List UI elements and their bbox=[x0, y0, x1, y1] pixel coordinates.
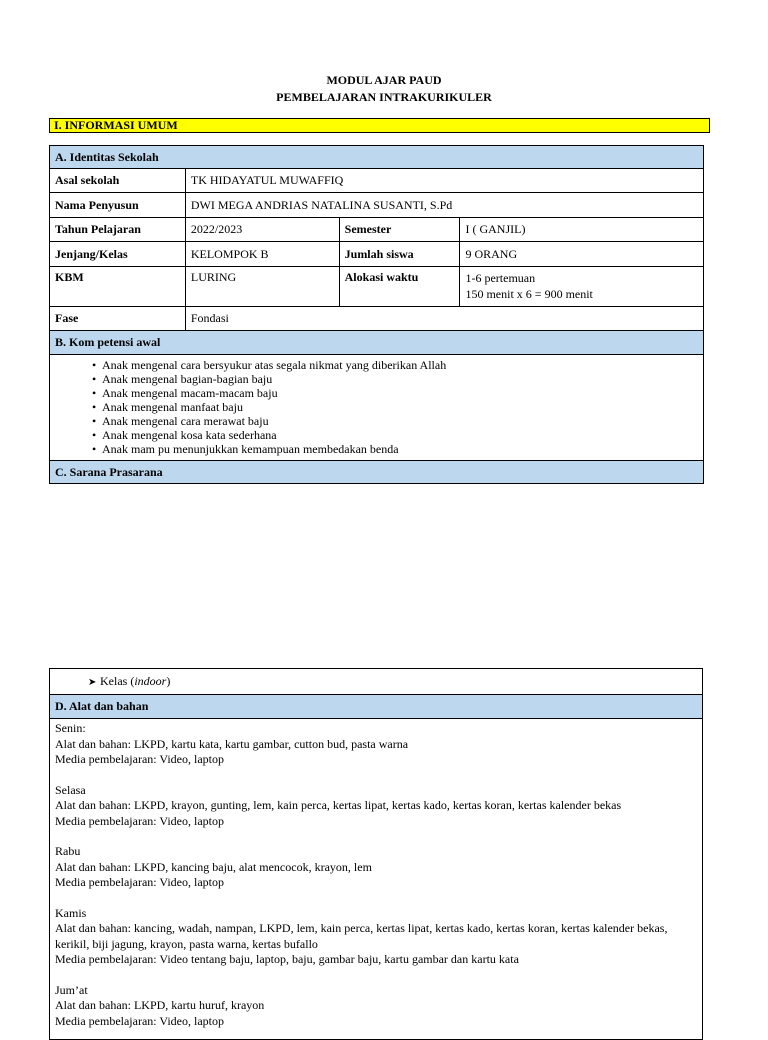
tahun-pelajaran-value: 2022/2023 bbox=[185, 218, 339, 242]
kompetensi-list bbox=[55, 358, 698, 456]
kompetensi-list-cell bbox=[50, 355, 704, 461]
day-alat: Alat dan bahan: LKPD, kartu huruf, krayon bbox=[55, 998, 265, 1012]
day-label: Senin: bbox=[55, 721, 86, 735]
alokasi-line-2: 150 menit x 6 = 900 menit bbox=[465, 287, 593, 301]
nama-penyusun-value: DWI MEGA ANDRIAS NATALINA SUSANTI, S.Pd bbox=[185, 193, 703, 218]
day-media: Media pembelajaran: Video tentang baju, laptop, baju, gambar baju, kartu gambar dan kartu kata bbox=[55, 952, 519, 966]
day-label: Selasa bbox=[55, 782, 86, 797]
kompetensi-item: • Anak mam pu menunjukkan kemampuan membedakan benda bbox=[102, 442, 698, 456]
asal-sekolah-value: TK HIDAYATUL MUWAFFIQ bbox=[185, 169, 703, 193]
day-label: Kamis bbox=[55, 905, 87, 920]
section-heading-informasi-umum: I. INFORMASI UMUM bbox=[49, 118, 710, 133]
kompetensi-item: • Anak mengenal cara merawat baju bbox=[102, 414, 698, 428]
day-media: Media pembelajaran: Video, laptop bbox=[55, 813, 225, 828]
day-label: Jum’at bbox=[55, 982, 88, 997]
day-alat: Alat dan bahan: LKPD, krayon, gunting, lem, kain perca, kertas lipat, kertas kado, kertas koran, kertas kalender bekas bbox=[55, 798, 622, 812]
sarana-kelas-item: ➤ Kelas (indoor) bbox=[50, 669, 703, 695]
doc-subtitle: PEMBELAJARAN INTRAKURIKULER bbox=[276, 90, 492, 104]
identitas-table bbox=[49, 145, 704, 484]
kompetensi-item: • Anak mengenal macam-macam baju bbox=[102, 386, 698, 400]
fase-label: Fase bbox=[50, 307, 186, 331]
kompetensi-item: • Anak mengenal manfaat baju bbox=[102, 400, 698, 414]
day-alat: Alat dan bahan: kancing, wadah, nampan, LKPD, lem, kain perca, kertas lipat, kertas kado, kertas koran, kertas kalender bekas, kerikil, biji jagung, krayon, pasta warna, kertas bufallo bbox=[55, 921, 668, 951]
kompetensi-header: B. Kom petensi awal bbox=[50, 331, 704, 355]
kompetensi-item: • Anak mengenal cara bersyukur atas segala nikmat yang diberikan Allah bbox=[102, 358, 698, 372]
jumlah-siswa-label: Jumlah siswa bbox=[339, 242, 460, 267]
jumlah-siswa-value: 9 ORANG bbox=[460, 242, 704, 267]
alat-bahan-content bbox=[50, 719, 703, 1040]
kompetensi-item: • Anak mengenal kosa kata sederhana bbox=[102, 428, 698, 442]
kbm-value: LURING bbox=[185, 267, 339, 307]
jenjang-kelas-value: KELOMPOK B bbox=[185, 242, 339, 267]
alat-bahan-table bbox=[49, 668, 703, 1040]
day-alat: Alat dan bahan: LKPD, kartu kata, kartu gambar, cutton bud, pasta warna bbox=[55, 736, 409, 751]
day-block-rabu bbox=[55, 844, 697, 891]
alat-bahan-header: D. Alat dan bahan bbox=[50, 695, 703, 719]
day-block-kamis bbox=[55, 906, 697, 968]
nama-penyusun-label: Nama Penyusun bbox=[50, 193, 186, 218]
alokasi-waktu-value bbox=[460, 267, 704, 307]
kbm-label: KBM bbox=[50, 267, 186, 307]
identitas-header: A. Identitas Sekolah bbox=[50, 146, 704, 169]
day-label: Rabu bbox=[55, 844, 81, 858]
semester-label: Semester bbox=[339, 218, 460, 242]
day-alat: Alat dan bahan: LKPD, kancing baju, alat mencocok, krayon, lem bbox=[55, 859, 372, 874]
kompetensi-item: • Anak mengenal bagian-bagian baju bbox=[102, 372, 698, 386]
fase-value: Fondasi bbox=[185, 307, 703, 331]
day-media: Media pembelajaran: Video, laptop bbox=[55, 752, 225, 766]
jenjang-kelas-label: Jenjang/Kelas bbox=[50, 242, 186, 267]
day-block-jumat bbox=[55, 983, 697, 1030]
semester-value: I ( GANJIL) bbox=[460, 218, 704, 242]
tahun-pelajaran-label: Tahun Pelajaran bbox=[50, 218, 186, 242]
day-block-senin bbox=[55, 721, 697, 768]
day-media: Media pembelajaran: Video, laptop bbox=[55, 875, 225, 889]
asal-sekolah-label: Asal sekolah bbox=[50, 169, 186, 193]
arrow-bullet-icon: ➤ bbox=[88, 677, 97, 688]
sarana-header: C. Sarana Prasarana bbox=[50, 461, 704, 484]
alokasi-waktu-label: Alokasi waktu bbox=[339, 267, 460, 307]
doc-title: MODUL AJAR PAUD bbox=[326, 73, 442, 87]
day-block-selasa bbox=[55, 783, 697, 830]
alokasi-line-1: 1-6 pertemuan bbox=[465, 271, 536, 285]
day-media: Media pembelajaran: Video, laptop bbox=[55, 1013, 225, 1028]
